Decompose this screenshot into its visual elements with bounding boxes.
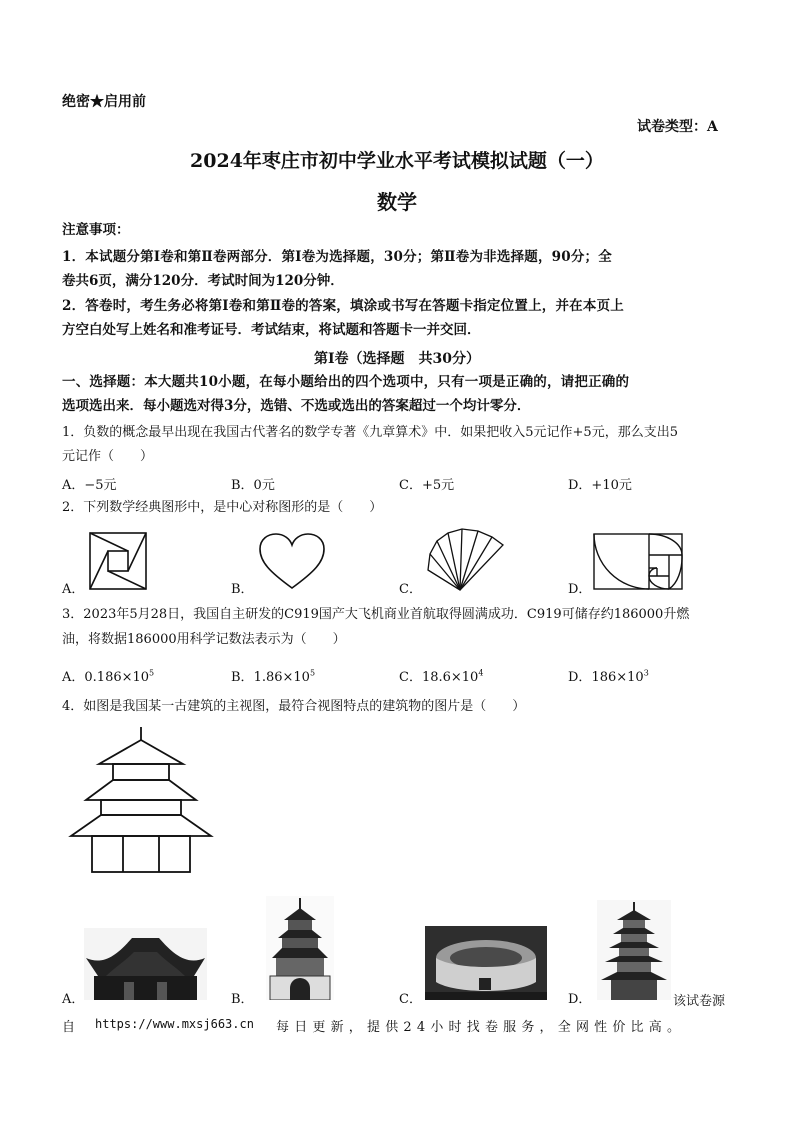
q2-stem: 2．下列数学经典图形中，是中心对称图形的是（ ）: [62, 500, 383, 515]
note-1-line-2: 卷共6页，满分120分．考试时间为120分钟．: [62, 273, 344, 289]
q3-option-a: A．$0.186\times 10^5$: [62, 668, 155, 685]
source-notice-tail: 该试卷源: [673, 994, 726, 1009]
q2-option-c: C．: [399, 582, 422, 597]
q1-option-b: B．0元: [231, 478, 275, 493]
notes-heading: 注意事项：: [62, 222, 130, 238]
q4-option-a: A．: [62, 992, 85, 1007]
confidential-label: 绝密★启用前: [62, 94, 146, 110]
q2-option-d: D．: [568, 582, 592, 597]
pagoda-front-view-figure: [66, 726, 216, 874]
q3-stem-line-1: 3．2023年5月28日，我国自主研发的C919国产大飞机商业首航取得圆满成功．C919可储存约186000升燃: [62, 607, 690, 622]
q1-stem-line-1: 1．负数的概念最早出现在我国古代著名的数学专著《九章算术》中．如果把收入5元记作+5元，那么支出5: [62, 425, 678, 440]
q1-option-c: C．+5元: [399, 478, 455, 493]
q2-option-a: A．: [62, 582, 85, 597]
q3-stem-line-2: 油，将数据186000用科学记数法表示为（ ）: [62, 632, 346, 647]
heart-figure: [258, 532, 326, 590]
q1-option-a: A．−5元: [62, 478, 117, 493]
q3-option-c: C．$18.6\times 10^4$: [399, 668, 484, 685]
section-intro-line-1: 一、选择题：本大题共10小题，在每小题给出的四个选项中，只有一项是正确的，请把正确的: [62, 374, 630, 390]
section-intro-line-2: 选项选出来．每小题选对得3分，选错、不选或选出的答案超过一个均计零分．: [62, 398, 531, 414]
note-1-line-1: 1．本试题分第Ⅰ卷和第Ⅱ卷两部分．第Ⅰ卷为选择题，30分；第Ⅱ卷为非选择题，90分；全: [62, 249, 612, 265]
q4-stem: 4．如图是我国某一古建筑的主视图，最符合视图特点的建筑物的图片是（ ）: [62, 699, 526, 714]
pinwheel-square-figure: [89, 532, 147, 590]
curved-roof-pavilion-photo: [84, 928, 207, 1000]
q2-option-b: B．: [231, 582, 254, 597]
paper-type: 试卷类型：A: [637, 119, 718, 135]
multi-eave-tower-photo: [597, 900, 671, 1000]
fan-spiral-figure: [424, 528, 506, 592]
q3-option-d: D．$186\times 10^3$: [568, 668, 649, 685]
q1-stem-line-2: 元记作（ ）: [62, 449, 154, 464]
subject-title: 数学: [377, 190, 417, 214]
golden-spiral-figure: [593, 533, 683, 590]
round-earth-building-photo: [425, 926, 547, 1000]
section-title: 第Ⅰ卷（选择题 共30分）: [313, 351, 481, 367]
q4-option-d: D．: [568, 992, 592, 1007]
note-2-line-1: 2．答卷时，考生务必将第Ⅰ卷和第Ⅱ卷的答案，填涂或书写在答题卡指定位置上，并在本页上: [62, 298, 624, 314]
source-notice-ad: 每日更新，提供24小时找卷服务，全网性价比高。: [276, 1020, 686, 1035]
temple-of-heaven-photo: [266, 896, 334, 1000]
q1-option-d: D．+10元: [568, 478, 632, 493]
source-notice-from: 自: [62, 1020, 76, 1035]
page-title: 2024年枣庄市初中学业水平考试模拟试题（一）: [190, 150, 604, 172]
source-url-link[interactable]: https://www.mxsj663.cn: [95, 1017, 254, 1031]
note-2-line-2: 方空白处写上姓名和准考证号．考试结束，将试题和答题卡一并交回．: [62, 322, 481, 338]
q4-option-b: B．: [231, 992, 254, 1007]
q3-option-b: B．$1.86\times 10^5$: [231, 668, 316, 685]
q4-option-c: C．: [399, 992, 422, 1007]
